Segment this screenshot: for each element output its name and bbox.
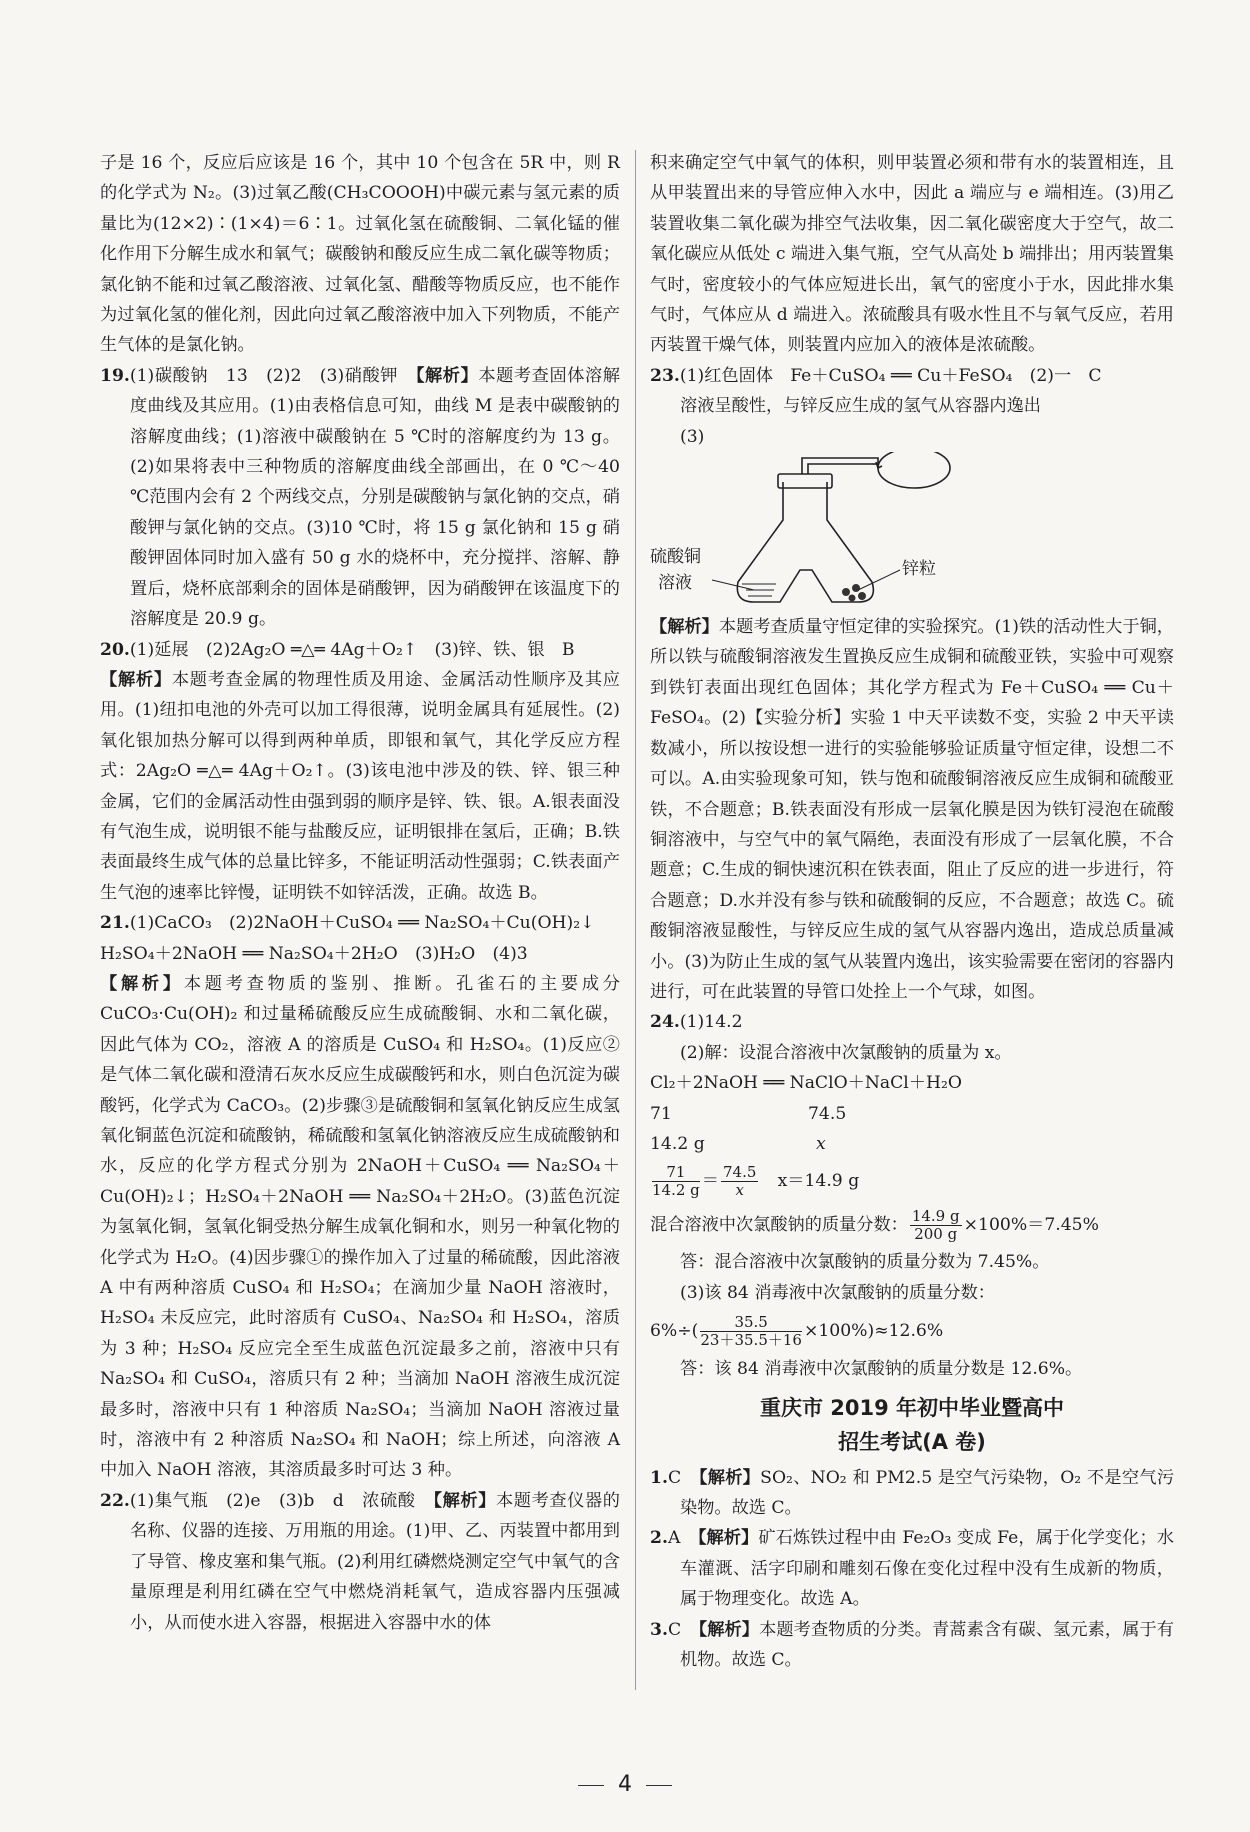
- proportion-line: $\frac{71}{14.2 g}$ ＝ $\frac{74.5}{x}$ x＝14.9 g: [652, 1163, 860, 1200]
- fraction: $\frac{74.5}{x}$: [722, 1163, 757, 1200]
- dash-right: [646, 1785, 672, 1786]
- fraction: $\frac{14.9 g}{200 g}$: [911, 1207, 960, 1244]
- part-3-label: (3): [680, 426, 705, 447]
- analysis-tag: 【解析】: [698, 1467, 761, 1488]
- continued-paragraph: 积来确定空气中氧气的体积，则甲装置必须和带有水的装置相连，且从甲装置出来的导管应伸入水中，因此 a 端应与 e 端相连。(3)用乙装置收集二氧化碳为排空气法收集，因二氧化碳密度大于空气，故二氧化碳应从低处 c 端进入集气瓶，空气从高处 b 端排出；用丙装置集气时，密度较小的气体应短进长出，氧气的密度小于水，因此排水集气时，气体应从 d 端进入。浓硫酸具有吸水性且不与氧气反应，若用丙装置干燥气体，则装置内应加入的液体是浓硫酸。: [650, 153, 1174, 356]
- dash-left: [578, 1785, 604, 1786]
- fraction: $\frac{71}{14.2 g}$: [652, 1163, 700, 1200]
- question-number: 2.: [650, 1528, 668, 1549]
- section-title: 重庆市 2019 年初中毕业暨高中 招生考试(A 卷): [759, 1395, 1065, 1454]
- apparatus-figure: [650, 452, 1174, 612]
- result: x＝14.9 g: [777, 1171, 860, 1192]
- answer: C: [667, 1619, 682, 1640]
- question-number: 3.: [650, 1619, 668, 1640]
- analysis: 本题考查固体溶解度曲线及其应用。(1)由表格信息可知，曲线 M 是表中碳酸钠的溶解度曲线；(1)溶液中碳酸钠在 5 ℃时的溶解度约为 13 g。(2)如果将表中三种物质的溶解度曲线全部画出，在 0 ℃～40 ℃范围内会有 2 个两线交点，分别是碳酸钠与氯化钠的交点，硝酸钾与氯化钠的交点。(3)10 ℃时，将 15 g 氯化钠和 15 g 硝酸钾固体同时加入盛有 50 g 水的烧杯中，充分搅拌、溶解、静置后，烧杯底部剩余的固体是硝酸钾，因为硝酸钾在该温度下的溶解度是 20.9 g。: [130, 365, 620, 630]
- answer-2: [650, 1523, 1174, 1614]
- answer-3: [650, 1615, 1174, 1676]
- label-solution: 溶液: [658, 573, 692, 594]
- question-number: 19.: [100, 365, 130, 386]
- question-19: [100, 361, 620, 635]
- value: 14.2 g: [650, 1133, 705, 1154]
- answer: C: [667, 1467, 682, 1488]
- solution-line: (2)解：设混合溶液中次氯酸钠的质量为 x。: [680, 1042, 1012, 1063]
- analysis: 本题考查金属的物理性质及用途、金属活动性顺序及其应用。(1)纽扣电池的外壳可以加工得很薄，说明金属具有延展性。(2)氧化银加热分解可以得到两种单质，即银和氧气，其化学反应方程式：2Ag₂O ═△═ 4Ag＋O₂↑。(3)该电池中涉及的铁、锌、银三种金属，它们的金属活动性由强到弱的顺序是锌、铁、银。A.银表面没有气泡生成，说明银不能与盐酸反应，证明银排在氢后，正确；B.铁表面最终生成气体的总量比锌多，不能证明活动性强弱；C.铁表面产生气泡的速率比锌慢，证明铁不如锌活泼，正确。故选 B。: [100, 669, 620, 903]
- answer: (1)红色固体 Fe＋CuSO₄ ══ Cu＋FeSO₄ (2)一 C: [679, 365, 1102, 386]
- part-3-line: (3)该 84 消毒液中次氯酸钠的质量分数：: [680, 1282, 995, 1303]
- question-23: [650, 361, 1174, 391]
- analysis: 本题考查物质的分类。青蒿素含有碳、氢元素，属于有机物。故选 C。: [680, 1619, 1174, 1671]
- answer: (1)延展 (2)2Ag₂O ═△═ 4Ag＋O₂↑ (3)锌、铁、银 B: [129, 639, 575, 660]
- answer: (1)集气瓶 (2)e (3)b d 浓硫酸: [129, 1490, 416, 1511]
- value: 71: [650, 1103, 672, 1124]
- analysis: 本题考查仪器的名称、仪器的连接、万用瓶的用途。(1)甲、乙、丙装置中都用到了导管、橡皮塞和集气瓶。(2)利用红磷燃烧测定空气中氧气的含量原理是利用红磷在空气中燃烧消耗氧气，造成容器内压强减小，从而使水进入容器，根据进入容器中水的体: [130, 1490, 620, 1633]
- question-number: 21.: [100, 913, 130, 934]
- analysis-tag: 【解析】: [100, 973, 184, 994]
- answer-line: 答：该 84 消毒液中次氯酸钠的质量分数是 12.6%。: [680, 1359, 1083, 1380]
- answer-line: 答：混合溶液中次氯酸钠的质量分数为 7.45%。: [680, 1252, 1050, 1273]
- analysis-tag: 【解析】: [697, 1528, 759, 1549]
- right-column: [650, 148, 1174, 1675]
- question-22: [100, 1486, 620, 1638]
- value: x: [816, 1133, 826, 1154]
- analysis: 本题考查质量守恒定律的实验探究。(1)铁的活动性大于铜，所以铁与硫酸铜溶液发生置换反应生成铜和硫酸亚铁，实验中可观察到铁钉表面出现红色固体；其化学方程式为 Fe＋CuSO₄ ══ Cu＋FeSO₄。(2)【实验分析】实验 1 中天平读数不变，实验 2 中天平读数减小，所以按设想一进行的实验能够验证质量守恒定律，设想二不可以。A.由实验现象可知，铁与饱和硫酸铜溶液反应生成铜和硫酸亚铁，不合题意；B.铁表面没有形成一层氧化膜是因为铁钉浸泡在硫酸铜溶液中，与空气中的氧气隔绝，表面没有形成了一层氧化膜，不合题意；C.生成的铜快速沉积在铁表面，阻止了反应的进一步进行，符合题意；D.水并没有参与铁和硫酸铜的反应，不合题意；故选 C。硫酸铜溶液显酸性，与锌反应生成的氢气从容器内逸出，造成总质量减小。(3)为防止生成的氢气从装置内逸出，该实验需要在密闭的容器内进行，可在此装置的导管口处拴上一个气球，如图。: [650, 617, 1174, 1002]
- fraction: $\frac{35.5}{23+35.5+16}$: [700, 1313, 802, 1350]
- answer-1: [650, 1463, 1174, 1524]
- continued-paragraph: 子是 16 个，反应后应该是 16 个，其中 10 个包含在 5R 中，则 R 的化学式为 N₂。(3)过氧乙酸(CH₃COOOH)中碳元素与氢元素的质量比为(12×2)∶(1×4)＝6∶1。过氧化氢在硫酸铜、二氧化锰的催化作用下分解生成水和氧气；碳酸钠和酸反应生成二氧化碳等物质；氯化钠不能和过氧乙酸溶液、过氧化氢、醋酸等物质反应，也不能作为过氧化氢的催化剂，因此向过氧乙酸溶液中加入下列物质，不能产生气体的是氯化钠。: [100, 153, 620, 356]
- analysis-tag: 【解析】: [433, 1490, 496, 1511]
- answer-continued: H₂SO₄＋2NaOH ══ Na₂SO₄＋2H₂O (3)H₂O (4)3: [100, 943, 528, 964]
- answer: (1)14.2: [679, 1012, 743, 1033]
- question-21: [100, 908, 620, 938]
- analysis-tag: 【解析】: [100, 669, 172, 690]
- question-20: [100, 635, 620, 665]
- equation-line: Cl₂＋2NaOH ══ NaClO＋NaCl＋H₂O: [650, 1073, 962, 1094]
- label-copper-sulfate: 硫酸铜: [650, 547, 701, 568]
- analysis-block: [650, 612, 1174, 1007]
- column-divider: [635, 150, 636, 1690]
- question-number: 24.: [650, 1012, 680, 1033]
- question-number: 22.: [100, 1490, 130, 1511]
- mass-line: [650, 1129, 1174, 1159]
- question-number: 1.: [650, 1467, 668, 1488]
- question-number: 23.: [650, 365, 680, 386]
- analysis-block: [100, 665, 620, 908]
- left-column: [100, 148, 620, 1638]
- label-zinc: 锌粒: [902, 559, 936, 580]
- answer: (1)CaCO₃ (2)2NaOH＋CuSO₄ ══ Na₂SO₄＋Cu(OH)₂↓: [129, 913, 595, 934]
- fraction-line: 6%÷( $\frac{35.5}{23+35.5+16}$ ×100%)≈12.6%: [650, 1313, 944, 1350]
- mass-ratio-line: [650, 1099, 1174, 1129]
- answer: (1)碳酸钠 13 (2)2 (3)硝酸钾: [129, 365, 399, 386]
- analysis-tag: 【解析】: [698, 1619, 760, 1640]
- analysis-block: [100, 969, 620, 1486]
- analysis: SO₂、NO₂ 和 PM2.5 是空气污染物，O₂ 不是空气污染物。故选 C。: [680, 1467, 1175, 1518]
- y-tube-balloon-diagram: [650, 452, 1174, 612]
- analysis-tag: 【解析】: [650, 617, 719, 638]
- question-24: [650, 1007, 1174, 1037]
- question-number: 20.: [100, 639, 130, 660]
- answer: A: [667, 1528, 681, 1549]
- answer-continued: 溶液呈酸性，与锌反应生成的氢气从容器内逸出: [680, 396, 1041, 417]
- analysis-tag: 【解析】: [415, 365, 479, 386]
- page-number: 4: [0, 1772, 1250, 1797]
- analysis: 本题考查物质的鉴别、推断。孔雀石的主要成分 CuCO₃·Cu(OH)₂ 和过量稀硫酸反应生成硫酸铜、水和二氧化碳，因此气体为 CO₂，溶液 A 的溶质是 CuSO₄ 和 H₂SO₄。(1)反应②是气体二氧化碳和澄清石灰水反应生成碳酸钙和水，则白色沉淀为碳酸钙，化学式为 CaCO₃。(2)步骤③是硫酸铜和氢氧化钠反应生成氢氧化铜蓝色沉淀和硫酸钠，稀硫酸和氢氧化钠溶液反应生成硫酸钠和水，反应的化学方程式分别为 2NaOH＋CuSO₄ ══ Na₂SO₄＋Cu(OH)₂↓；H₂SO₄＋2NaOH ══ Na₂SO₄＋2H₂O。(3)蓝色沉淀为氢氧化铜，氢氧化铜受热分解生成氧化铜和水，则另一种氧化物的化学式为 H₂O。(4)因步骤①的操作加入了过量的稀硫酸，因此溶液 A 中有两种溶质 CuSO₄ 和 H₂SO₄；在滴加少量 NaOH 溶液时，H₂SO₄ 未反应完，此时溶质有 CuSO₄、Na₂SO₄ 和 H₂SO₄，溶质为 3 种；H₂SO₄ 反应完全至生成蓝色沉淀最多之前，溶液中只有 Na₂SO₄ 和 CuSO₄，溶质只有 2 种；当滴加 NaOH 溶液生成沉淀最多时，溶液中只有 1 种溶质 Na₂SO₄；当滴加 NaOH 溶液过量时，溶液中有 2 种溶质 Na₂SO₄ 和 NaOH；综上所述，向溶液 A 中加入 NaOH 溶液，其溶质最多时可达 3 种。: [100, 973, 620, 1481]
- value: 74.5: [808, 1103, 847, 1124]
- fraction-line: 混合溶液中次氯酸钠的质量分数： $\frac{14.9 g}{200 g}$ ×100%＝7.45%: [650, 1207, 1099, 1244]
- analysis: 矿石炼铁过程中由 Fe₂O₃ 变成 Fe，属于化学变化；水车灌溉、活字印刷和雕刻石像在变化过程中没有生成新的物质，属于物理变化。故选 A。: [680, 1528, 1174, 1610]
